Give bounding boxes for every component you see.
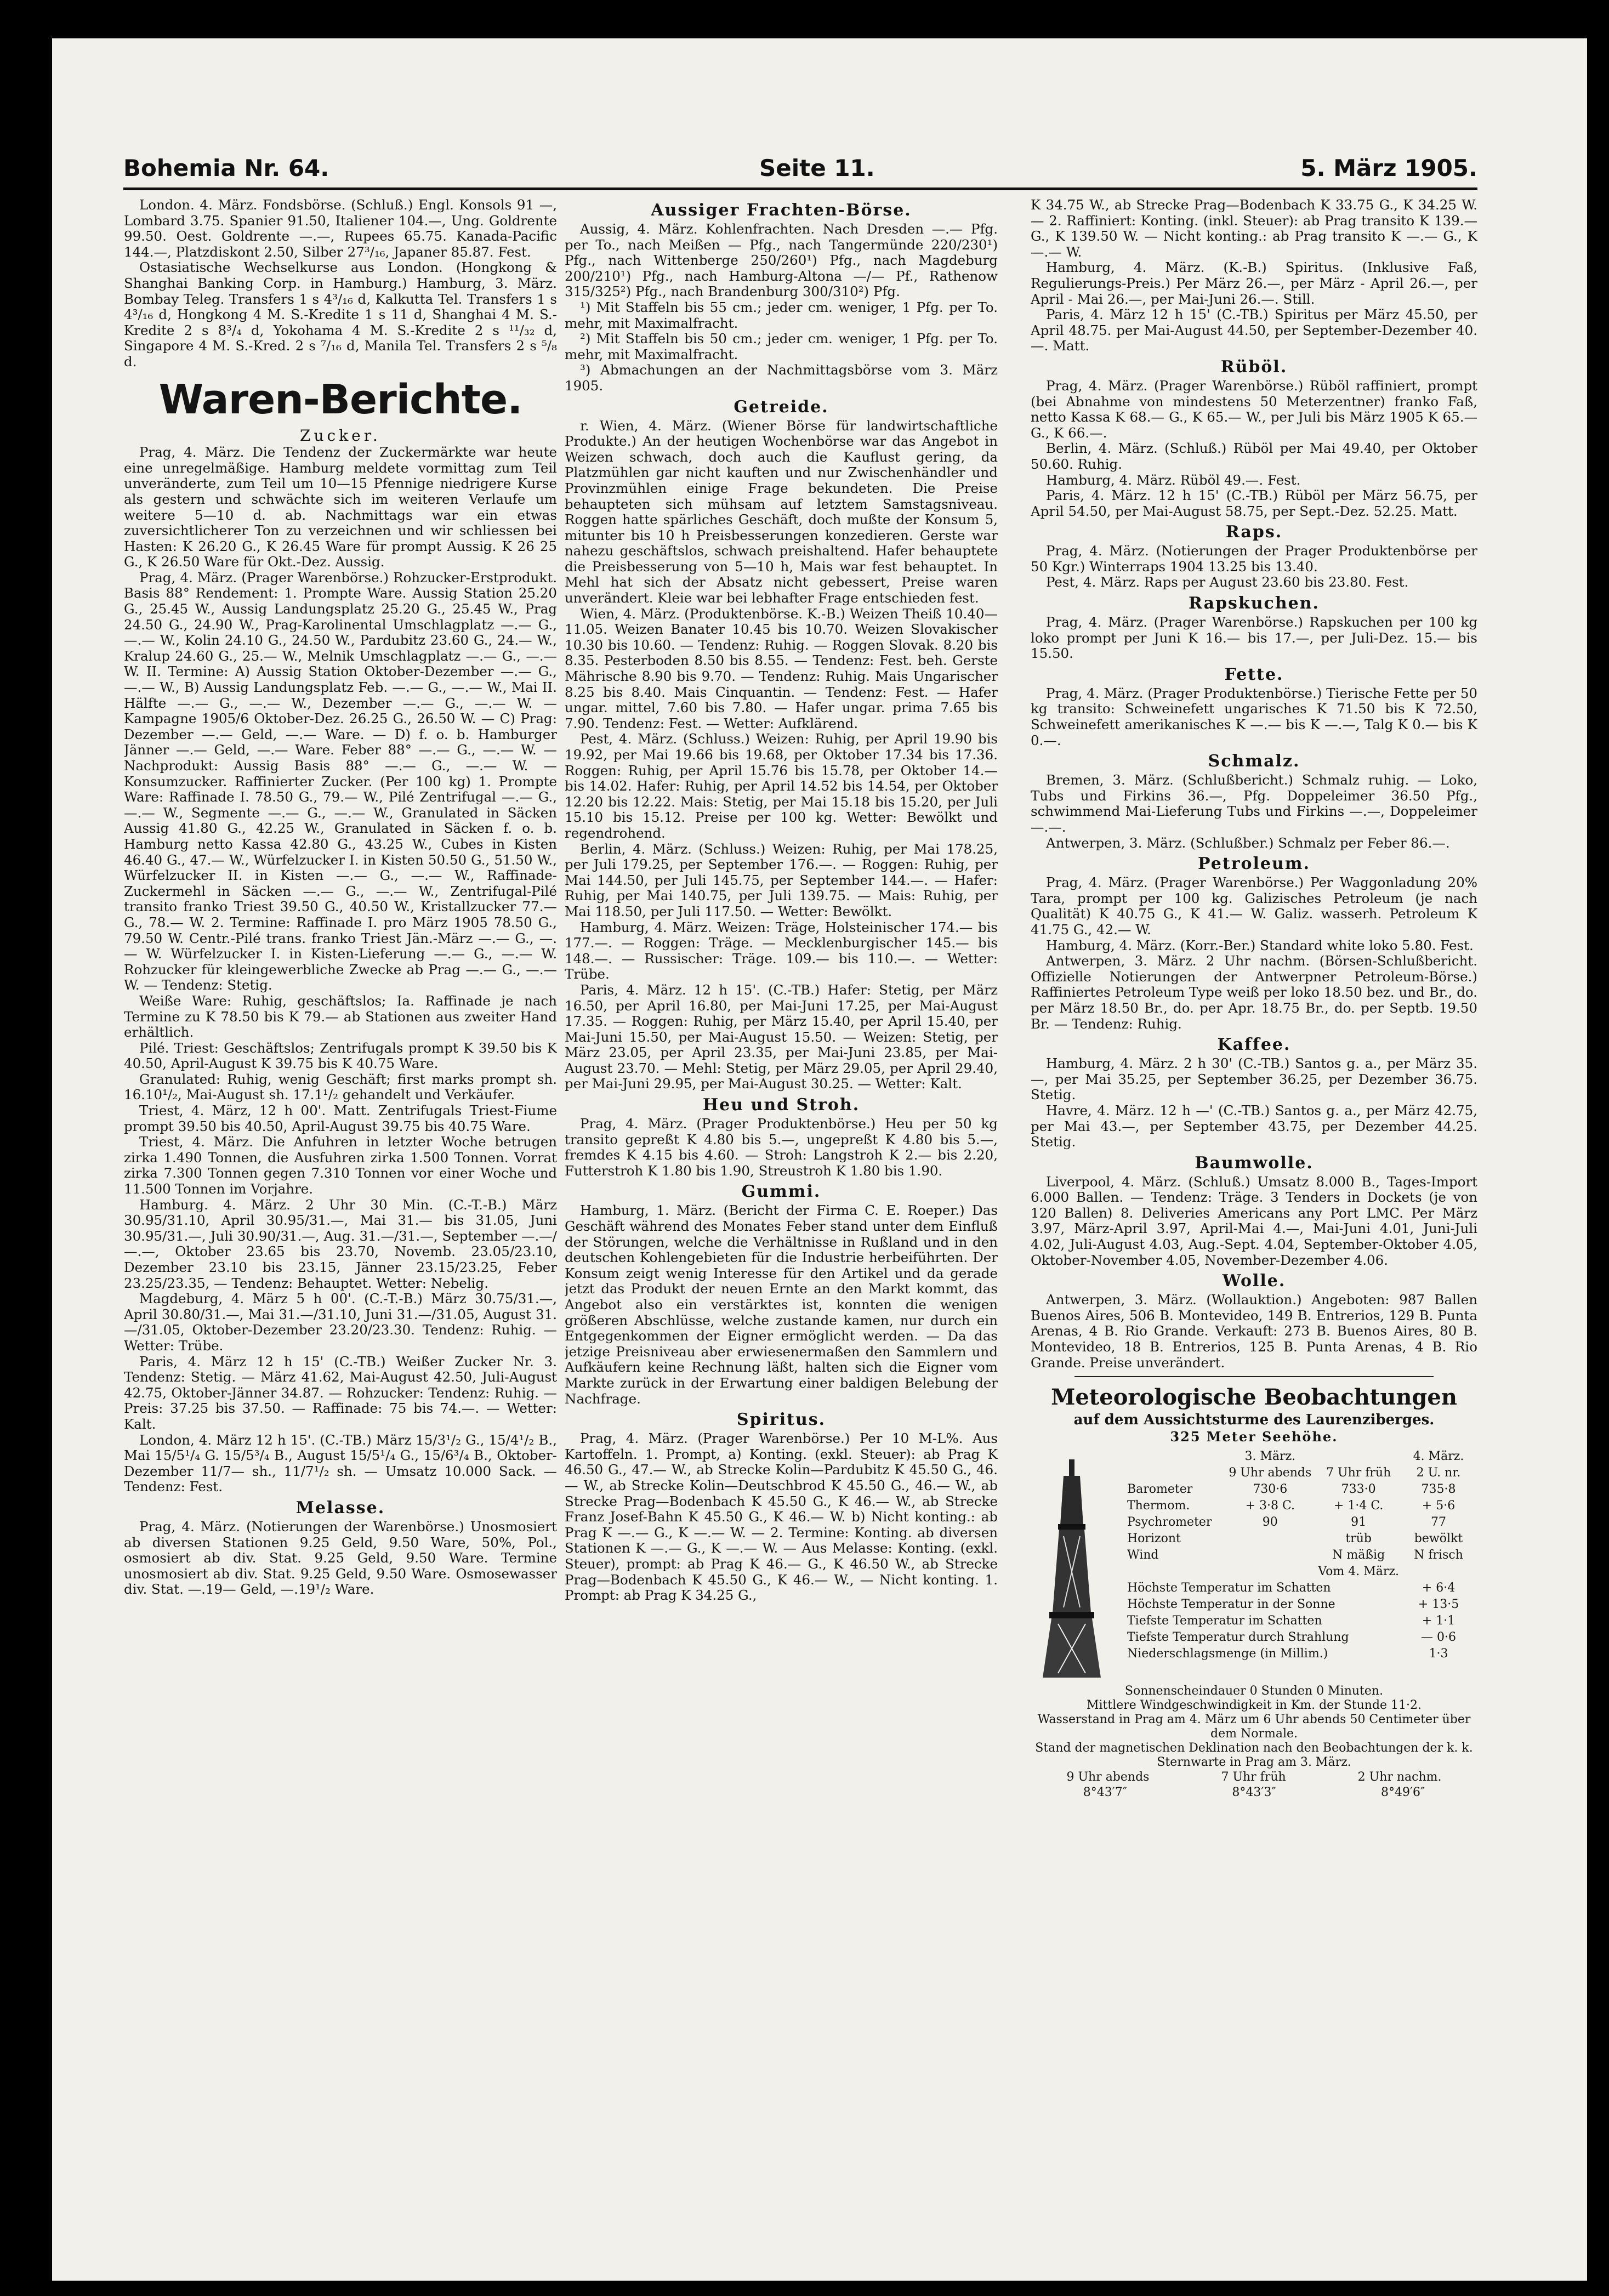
paragraph: Hamburg, 4. März. (Korr.-Ber.) Standard white loko 5.80. Fest. <box>1046 937 1474 953</box>
paragraph: Weiße Ware: Ruhig, geschäftslos; Ia. Raffinade je nach Termine zu K 78.50 bis K 79.— ab Stationen aus zweiter Hand erhältlich. <box>124 992 557 1041</box>
paragraph: Prag, 4. März. Die Tendenz der Zuckermärkte war heute eine unregelmäßige. Hamburg meldete vormittag zum Teil unveränderte, zum Teil um 10—15 Pfennige niedrigere Kurse als gestern und schwächte sich im weiteren Verlaufe um weitere 5—10 d. ab. Nachmittags war ein etwas zuversichtlicherer Ton zu verzeichnen und wir schliessen bei Hasten: K 26.20 G., K 26.45 Ware für prompt Aussig. K 26 25 G., K 26.50 Ware für Okt.-Dez. Aussig. <box>124 444 557 570</box>
page-number: Seite 11. <box>759 155 875 181</box>
footnote: ²) Mit Staffeln bis 50 cm.; jeder cm. weniger, 1 Pfg. per To. mehr, mit Maximalfracht. <box>565 331 998 362</box>
table-row: Wind N mäßig N frisch <box>1127 1548 1463 1562</box>
paragraph: London, 4. März 12 h 15'. (C.-TB.) März 15/3¹/₂ G., 15/4¹/₂ B., Mai 15/5¹/₄ G. 15/5³/₄ B., August 15/5¹/₄ G., 15/6³/₄ B., Oktober-Dezember 11/7— sh., 11/7¹/₂ sh. — Umsatz 10.000 Sack. — Tendenz: Fest. <box>124 1431 557 1495</box>
paragraph: Hamburg, 4. März. (K.-B.) Spiritus. (Inklusive Faß, Regulierungs-Preis.) Per März 26.—, per März - April 26.—, per April - Mai 26.—, per Mai-Juni 26.—. Still. <box>1031 259 1477 307</box>
declination-times: 9 Uhr abends 7 Uhr früh 2 Uhr nachm. <box>1066 1770 1442 1784</box>
section-heading-spiritus: Spiritus. <box>736 1410 826 1430</box>
weather-note: Wasserstand in Prag am 4. März um 6 Uhr abends 50 Centimeter über dem Normale. <box>1037 1713 1471 1741</box>
publication-name: Bohemia Nr. 64. <box>123 155 329 181</box>
paragraph: Hamburg, 4. März. Weizen: Träge, Holsteinischer 174.— bis 177.—. — Roggen: Träge. — Mecklenburgischer 145.— bis 148.—. — Russischer: Träge. 109.— bis 110.—. — Wetter: Trübe. <box>565 919 998 982</box>
paragraph: Hamburg, 4. März. Rüböl 49.—. Fest. <box>1046 471 1301 488</box>
table-row: Höchste Temperatur in der Sonne + 13·5 <box>1127 1598 1459 1612</box>
section-heading-rapskuchen: Rapskuchen. <box>1189 594 1320 613</box>
footnote: ¹) Mit Staffeln bis 55 cm.; jeder cm. weniger, 1 Pfg. per To. mehr, mit Maximalfracht. <box>565 299 998 331</box>
section-heading-baumwolle: Baumwolle. <box>1195 1153 1314 1173</box>
section-heading-raps: Raps. <box>1225 522 1283 542</box>
paragraph: r. Wien, 4. März. (Wiener Börse für landwirtschaftliche Produkte.) An der heutigen Wochenbörse war das Angebot in Weizen schwach, doch auch die Kauflust gering, da Platzmühlen gar nicht kauften und nur Zwischenhändler und Provinzmühlen einige Frage bekundeten. Die Preise behaupteten sich mühsam auf letztem Samstagsniveau. Roggen hatte spärliches Geschäft, doch mußte der Konsum 5, mitunter bis 10 h Preisbesserungen konzedieren. Gerste war nahezu geschäftslos, schwach preishaltend. Hafer behauptete die Preisbesserung von 5—10 h, Mais war fest behauptet. In Mehl hat sich der Absatz nicht gebessert, Preise waren unverändert. Kleie war bei lebhafter Frage entschieden fest. <box>565 417 998 606</box>
section-heading-heu: Heu und Stroh. <box>702 1095 860 1115</box>
section-heading-melasse: Melasse. <box>295 1498 385 1518</box>
paragraph: Pest, 4. März. Raps per August 23.60 bis 23.80. Fest. <box>1046 574 1409 590</box>
paragraph: Prag, 4. März. (Prager Warenbörse.) Rüböl raffiniert, prompt (bei Abnahme von mindestens 50 Meterzentner) franko Faß, netto Kassa K 68.— G., K 65.— W., per Juli bis März 1905 K 65.— G., K 66.—. <box>1031 377 1477 441</box>
weather-box <box>1031 1384 1477 1800</box>
paragraph: Ostasiatische Wechselkurse aus London. (Hongkong & Shanghai Banking Corp. in Hamburg.) Hamburg, 3. März. Bombay Teleg. Transfers 1 s 4³/₁₆ d, Kalkutta Tel. Transfers 1 s 4³/₁₆ d, Hongkong 4 M. S.-Kredite 1 s 11 d, Shanghai 4 M. S.-Kredite 2 s 8³/₄ d, Yokohama 4 M. S.-Kredite 2 s ¹¹/₃₂ d, Singapore 4 M. S.-Kred. 2 s ⁷/₁₆ d, Manila Tel. Transfers 2 s ⁵/₈ d. <box>124 259 557 370</box>
paragraph: Paris, 4. März 12 h 15' (C.-TB.) Weißer Zucker Nr. 3. Tendenz: Stetig. — März 41.62, Mai-August 42.50, Juli-August 42.75, Oktober-Jänner 34.87. — Rohzucker: Tendenz: Ruhig. — Preis: 37.25 bis 37.50. — Raffinade: 75 bis 74.—. — Wetter: Kalt. <box>124 1353 557 1432</box>
weather-subtitle: auf dem Aussichtsturme des Laurenziberges. <box>1073 1412 1435 1429</box>
weather-note: Sonnenscheindauer 0 Stunden 0 Minuten. <box>1124 1684 1384 1698</box>
paragraph: Prag, 4. März. (Prager Warenbörse.) Rohzucker-Erstprodukt. Basis 88° Rendement: 1. Prompte Ware. Aussig Station 25.20 G., 25.45 W., Aussig Landungsplatz 25.20 G., 25.45 W., Prag 24.50 G., 24.90 W., Prag-Karolinental Umschlagplatz —.— G., —.— W., Kolin 24.10 G., 24.50 W., Pardubitz 23.60 G., 24.— W., Kralup 24.60 G., 25.— W., Melnik Umschlagplatz —.— G., —.— W. II. Termine: A) Aussig Station Oktober-Dezember —.— G., —.— W., B) Aussig Landungsplatz Feb. —.— G., —.— W., Mai II. Hälfte —.— G., —.— W., Dezember —.— G., —.— W. — Kampagne 1905/6 Oktober-Dez. 26.25 G., 26.50 W. — C) Prag: Dezember —.— Geld, —.— Ware. — D) f. o. b. Hamburger Jänner —.— Geld, —.— Ware. Feber 88° —.— G., —.— W. — Nachprodukt: Aussig Basis 88° —.— G., —.— W. — Konsumzucker. Raffinierter Zucker. (Per 100 kg) 1. Prompte Ware: Raffinade I. 78.50 G., 79.— W., Pilé Zentrifugal —.— G., —.— W., Segmente —.— G., —.— W., Granulated in Säcken Aussig 41.80 G., 42.25 W., Granulated in Säcken f. o. b. Hamburg netto Kassa 42.80 G., 43.25 W., Cubes in Kisten 46.40 G., 47.— W., Würfelzucker I. in Kisten 50.50 G., 51.50 W., Würfelzucker II. in Kisten —.— G., —.— W., Raffinade-Zuckermehl in Säcken —.— G., —.— W., Zentrifugal-Pilé transito franko Triest 39.50 G., 40.50 W., Kristallzucker 77.— G., 78.— W. 2. Termine: Raffinade I. pro März 1905 78.50 G., 79.50 W. Centr.-Pilé trans. franko Triest Jän.-März —.— G., —.— W. Würfelzucker I. in Kisten-Lieferung —.— G., —.— W. Rohzucker für kleingewerbliche Zwecke ab Prag —.— G., —.— W. — Tendenz: Stetig. <box>124 569 557 993</box>
paragraph: Triest, 4. März. Die Anfuhren in letzter Woche betrugen zirka 1.490 Tonnen, die Ausfuhren zirka 1.500 Tonnen. Vorrat zirka 7.300 Tonnen gegen 7.310 Tonnen vor einer Woche und 11.500 Tonnen im Vorjahre. <box>124 1134 557 1197</box>
paragraph: Berlin, 4. März. (Schluss.) Weizen: Ruhig, per Mai 178.25, per Juli 179.25, per September 176.—. — Roggen: Ruhig, per Mai 144.50, per Juli 145.75, per September 144.—. — Hafer: Ruhig, per Mai 140.75, per Juli 139.75. — Mais: Ruhig, per Mai 118.50, per Juli 117.50. — Wetter: Bewölkt. <box>565 840 998 919</box>
weather-table <box>1124 1448 1475 1662</box>
paragraph: Antwerpen, 3. März. (Schlußber.) Schmalz per Feber 86.—. <box>1046 834 1450 851</box>
section-heading-petroleum: Petroleum. <box>1198 854 1310 874</box>
paragraph: Prag, 4. März. (Prager Produktenbörse.) Tierische Fette per 50 kg transito: Schweinefett ungarisches K 71.50 bis K 72.50, Schweinefett amerikanisches K —.— bis K —.—, Talg K 0.— bis K 0.—. <box>1031 685 1477 748</box>
paragraph: Prag, 4. März. (Notierungen der Prager Produktenbörse per 50 Kgr.) Winterraps 1904 13.25 bis 13.40. <box>1031 543 1477 575</box>
page-header <box>123 155 1477 190</box>
paragraph: Antwerpen, 3. März. 2 Uhr nachm. (Börsen-Schlußbericht. Offizielle Notierungen der Antwerpner Petroleum-Börse.) Raffiniertes Petroleum Type weiß per loko 18.50 bez. und Br., do. per März 18.50 Br., do. per Apr. 18.75 Br., do. per Septb. 19.50 Br. — Tendenz: Ruhig. <box>1031 953 1477 1032</box>
paragraph: Prag, 4. März. (Prager Warenbörse.) Per 10 M-L%. Aus Kartoffeln. 1. Prompt, a) Konting. (exkl. Steuer): ab Prag K 46.50 G., 47.— W., ab Strecke Kolin—Pardubitz K 45.50 G., 46.— W., ab Strecke Kolin—Deutschbrod K 45.50 G., 46.— W., ab Strecke Prag—Bodenbach K 45.50 G., K 46.— W., ab Strecke Franz Josef-Bahn K 45.50 G., K 46.— W. b) Nicht konting.: ab Prag K —.— G., K —.— W. — 2. Termine: Konting. ab diversen Stationen K —.— G., K —.— W. — Aus Melasse: Konting. (exkl. Steuer), prompt: ab Prag K 46.— G., K 46.50 W., ab Strecke Prag—Bodenbach K 45.50 G., K 46.— W., — Nicht konting. 1. Prompt: ab Prag K 34.25 G., <box>565 1430 998 1604</box>
section-heading-fracht: Aussiger Frachten-Börse. <box>651 201 912 220</box>
divider <box>1074 1376 1434 1377</box>
section-heading-wolle: Wolle. <box>1222 1271 1286 1291</box>
paragraph: Pilé. Triest: Geschäftslos; Zentrifugals prompt K 39.50 bis K 40.50, April-August K 39.75 bis K 40.75 Ware. <box>124 1039 557 1072</box>
paragraph: Wien, 4. März. (Produktenbörse. K.-B.) Weizen Theiß 10.40—11.05. Weizen Banater 10.45 bis 10.70. Weizen Slovakischer 10.30 bis 10.60. — Tendenz: Ruhig. — Roggen Slovak. 8.20 bis 8.35. Pesterboden 8.50 bis 8.55. — Tendenz: Fest. beh. Gerste Mährische 8.90 bis 9.70. — Tendenz: Ruhig. Mais Ungarischer 8.25 bis 8.40. Mais Cinquantin. — Tendenz: Fest. — Hafer ungar. mittel, 7.60 bis 7.80. — Hafer ungar. prima 7.65 bis 7.90. Tendenz: Fest. — Wetter: Aufklärend. <box>565 605 998 731</box>
paragraph: Prag, 4. März. (Prager Warenbörse.) Per Waggonladung 20% Tara, prompt per 100 kg. Galizisches Petroleum (je nach Qualität) K 40.75 G., K 41.— W. Galiz. wasserh. Petroleum K 41.75 G., 42.— W. <box>1031 874 1477 937</box>
section-heading-fette: Fette. <box>1224 664 1284 684</box>
paragraph: Prag, 4. März. (Prager Produktenbörse.) Heu per 50 kg transito gepreßt K 4.80 bis 5.—, ungepreßt K 4.80 bis 5.—, fremdes K 4.15 bis 4.60. — Stroh: Langstroh K 2.— bis 2.20, Futterstroh K 1.80 bis 1.90, Streustroh K 1.80 bis 1.90. <box>565 1116 998 1179</box>
paragraph: Havre, 4. März. 12 h —' (C.-TB.) Santos g. a., per März 42.75, per Mai 43.—, per September 43.75, per Dezember 44.25. Stetig. <box>1031 1102 1477 1150</box>
table-row: Vom 4. März. <box>1318 1565 1399 1579</box>
section-heading-kaffee: Kaffee. <box>1217 1035 1291 1055</box>
table-row: 3. März. 4. März. <box>1244 1450 1464 1464</box>
weather-elevation: 325 Meter Seehöhe. <box>1170 1429 1338 1445</box>
paragraph: Granulated: Ruhig, wenig Geschäft; first marks prompt sh. 16.10¹/₂, Mai-August sh. 17.1¹/₂ gehandelt und Verkäufer. <box>124 1071 557 1103</box>
section-heading-getreide: Getreide. <box>734 397 829 417</box>
paragraph: Hamburg. 4. März. 2 Uhr 30 Min. (C.-T.-B.) März 30.95/31.10, April 30.95/31.—, Mai 31.— bis 31.05, Juni 30.95/31.—, Juli 30.90/31.—, Aug. 31.—/31.—, September —.—/—.—, Oktober 23.65 bis 23.70, Novemb. 23.05/23.10, Dezember 23.10 bis 23.15, Jänner 23.15/23.25, Feber 23.25/23.35, — Tendenz: Behauptet. Wetter: Nebelig. <box>124 1196 557 1291</box>
table-row: Psychrometer 90 91 77 <box>1127 1515 1446 1530</box>
paragraph: London. 4. März. Fondsbörse. (Schluß.) Engl. Konsols 91 —, Lombard 3.75. Spanier 91.50, Italiener 104.—, Ung. Goldrente 99.50. Oest. Goldrente —.—, Rupees 65.75. Kanada-Pacific 144.—, Platzdiskont 2.50, Silber 27³/₁₆, Japaner 85.87. Fest. <box>124 197 557 260</box>
section-heading-schmalz: Schmalz. <box>1208 752 1300 771</box>
declination-values: 8°43′7″ 8°43′3″ 8°49′6″ <box>1083 1786 1425 1800</box>
weather-note: Stand der magnetischen Deklination nach den Beobachtungen der k. k. Sternwarte in Prag am 3. März. <box>1035 1741 1473 1770</box>
paragraph: Antwerpen, 3. März. (Wollauktion.) Angeboten: 987 Ballen Buenos Aires, 506 B. Montevideo, 149 B. Entrerios, 129 B. Punta Arenas, 4 B. Rio Grande. Verkauft: 273 B. Buenos Aires, 80 B. Montevideo, 18 B. Entrerios, 125 B. Punta Arenas, 4 B. Rio Grande. Preise unverändert. <box>1031 1292 1477 1371</box>
paragraph: Aussig, 4. März. Kohlenfrachten. Nach Dresden —.— Pfg. per To., nach Meißen — Pfg., nach Tangermünde 220/230¹) Pfg., nach Wittenberge 250/260¹) Pfg., nach Magdeburg 200/210¹) Pfg., nach Hamburg-Altona —/— Pf., Rathenow 315/325²) Pfg., nach Brandenburg 300/310²) Pfg. <box>565 221 998 300</box>
table-row: Thermom. + 3·8 C. + 1·4 C. + 5·6 <box>1127 1499 1456 1513</box>
paragraph: Berlin, 4. März. (Schluß.) Rüböl per Mai 49.40, per Oktober 50.60. Ruhig. <box>1031 440 1477 472</box>
section-main-heading: Waren-Berichte. <box>158 376 522 423</box>
paragraph: Bremen, 3. März. (Schlußbericht.) Schmalz ruhig. — Loko, Tubs und Firkins 36.—, Pfg. Doppeleimer 36.50 Pfg., schwimmend Mai-Lieferung Tubs und Firkins —.—, Doppeleimer —.—. <box>1031 772 1477 835</box>
section-heading-gummi: Gummi. <box>741 1182 821 1202</box>
paragraph: Prag, 4. März. (Notierungen der Warenbörse.) Unosmosiert ab diversen Stationen 9.25 Geld, 9.50 Ware, 50%, Pol., osmosiert ab div. Stat. 9.25 Geld, 9.50 Ware. Termine unosmosiert ab div. Stat. 9.25 Geld, 9.50 Ware. Osmosewasser div. Stat. —.19— Geld, —.19¹/₂ Ware. <box>124 1518 557 1598</box>
paragraph: Paris, 4. März 12 h 15' (C.-TB.) Spiritus per März 45.50, per April 48.75. per Mai-August 44.50, per September-Dezember 40.—. Matt. <box>1031 306 1477 354</box>
weather-title: Meteorologische Beobachtungen <box>1051 1384 1457 1411</box>
table-row: Tiefste Temperatur durch Strahlung — 0·6 <box>1127 1630 1456 1645</box>
table-row: Tiefste Temperatur im Schatten + 1·1 <box>1127 1614 1456 1628</box>
paragraph: Hamburg, 4. März. 2 h 30' (C.-TB.) Santos g. a., per März 35.—, per Mai 35.25, per September 36.25, per Dezember 36.75. Stetig. <box>1031 1055 1477 1103</box>
issue-date: 5. März 1905. <box>1300 155 1477 181</box>
section-heading-rueboel: Rüböl. <box>1220 357 1288 377</box>
weather-note: Mittlere Windgeschwindigkeit in Km. der Stunde 11·2. <box>1086 1698 1422 1713</box>
table-row: Niederschlagsmenge (in Millim.) 1·3 <box>1127 1647 1448 1661</box>
table-row: 9 Uhr abends 7 Uhr früh 2 U. nr. <box>1229 1466 1461 1480</box>
column-1 <box>124 197 557 2270</box>
table-row: Horizont trüb bewölkt <box>1127 1532 1463 1546</box>
weather-notes <box>1031 1684 1477 1770</box>
paragraph: Hamburg, 1. März. (Bericht der Firma C. E. Roeper.) Das Geschäft während des Monates Feber stand unter dem Einfluß der Störungen, welche die Verhältnisse in Rußland und in den deutschen Kohlengebieten für die Industrie herbeiführten. Der Konsum zeigt wenig Interesse für den Artikel und da gerade jetzt das Produkt der neuen Ernte an den Markt kommt, das Angebot also ein verstärktes ist, konnten die wenigen größeren Abschlüsse, welche zustande kamen, nur durch ein Entgegenkommen der Eigner ermöglicht werden. — Da das jetzige Preisniveau aber erwiesenermaßen den Sammlern und Aufkäufern keine Rechnung läßt, halten sich die Eigner vom Markte zurück in der Erwartung einer baldigen Belebung der Nachfrage. <box>565 1202 998 1407</box>
section-heading-zucker: Zucker. <box>300 426 381 445</box>
footnote: ³) Abmachungen an der Nachmittagsbörse vom 3. März 1905. <box>565 362 998 394</box>
paragraph: Liverpool, 4. März. (Schluß.) Umsatz 8.000 B., Tages-Import 6.000 Ballen. — Tendenz: Träge. 3 Tenders in Dockets (je von 120 Ballen) 8. Deliveries Americans any Port LMC. Per März 3.97, März-April 3.97, April-Mai 4.—, Mai-Juni 4.01, Juni-Juli 4.02, Juli-August 4.03, Aug.-Sept. 4.04, September-Oktober 4.05, Oktober-November 4.05, November-Dezember 4.06. <box>1031 1173 1477 1268</box>
table-row: Höchste Temperatur im Schatten + 6·4 <box>1127 1581 1456 1595</box>
observation-tower-illustration <box>1042 1459 1102 1679</box>
column-2 <box>565 197 998 2270</box>
column-3 <box>1031 197 1477 2270</box>
paragraph: K 34.75 W., ab Strecke Prag—Bodenbach K 33.75 G., K 34.25 W. — 2. Raffiniert: Konting. (inkl. Steuer): ab Prag transito K 139.— G., K 139.50 W. — Nicht konting.: ab Prag transito K —.— G., K —.— W. <box>1031 197 1477 260</box>
paragraph: Prag, 4. März. (Prager Warenbörse.) Rapskuchen per 100 kg loko prompt per Juni K 16.— bis 17.—, per Juli-Dez. 15.— bis 15.50. <box>1031 614 1477 662</box>
paragraph: Paris, 4. März. 12 h 15' (C.-TB.) Rüböl per März 56.75, per April 54.50, per Mai-August 58.75, per Sept.-Dez. 52.25. Matt. <box>1031 487 1477 519</box>
paragraph: Paris, 4. März. 12 h 15'. (C.-TB.) Hafer: Stetig, per März 16.50, per April 16.80, per Mai-Juni 17.25, per Mai-August 17.35. — Roggen: Ruhig, per März 15.40, per April 15.40, per Mai-Juni 15.50, per Mai-August 15.50. — Weizen: Stetig, per März 23.05, per April 23.35, per Mai-Juni 23.85, per Mai-August 23.70. — Mehl: Stetig, per März 29.05, per April 29.40, per Mai-Juni 29.95, per Mai-August 30.25. — Wetter: Kalt. <box>565 981 998 1092</box>
weather-body <box>1031 1448 1477 1684</box>
paragraph: Triest, 4. März, 12 h 00'. Matt. Zentrifugals Triest-Fiume prompt 39.50 bis 40.50, April-August 39.75 bis 40.75 Ware. <box>124 1102 557 1134</box>
table-row: Barometer 730·6 733·0 735·8 <box>1127 1482 1456 1497</box>
paragraph: Pest, 4. März. (Schluss.) Weizen: Ruhig, per April 19.90 bis 19.92, per Mai 19.66 bis 19.68, per Oktober 17.34 bis 17.36. Roggen: Ruhig, per April 15.76 bis 15.78, per Oktober 14.— bis 14.02. Hafer: Ruhig, per April 14.52 bis 14.54, per Oktober 12.20 bis 12.22. Mais: Stetig, per Mai 15.18 bis 15.20, per Juli 15.10 bis 15.12. Preise per 100 kg. Wetter: Bewölkt und regendrohend. <box>565 731 998 841</box>
paragraph: Magdeburg, 4. März 5 h 00'. (C.-T.-B.) März 30.75/31.—, April 30.80/31.—, Mai 31.—/31.10, Juni 31.—/31.05, August 31.—/31.05, Oktober-Dezember 23.20/23.30. Tendenz: Ruhig. — Wetter: Trübe. <box>124 1291 557 1354</box>
